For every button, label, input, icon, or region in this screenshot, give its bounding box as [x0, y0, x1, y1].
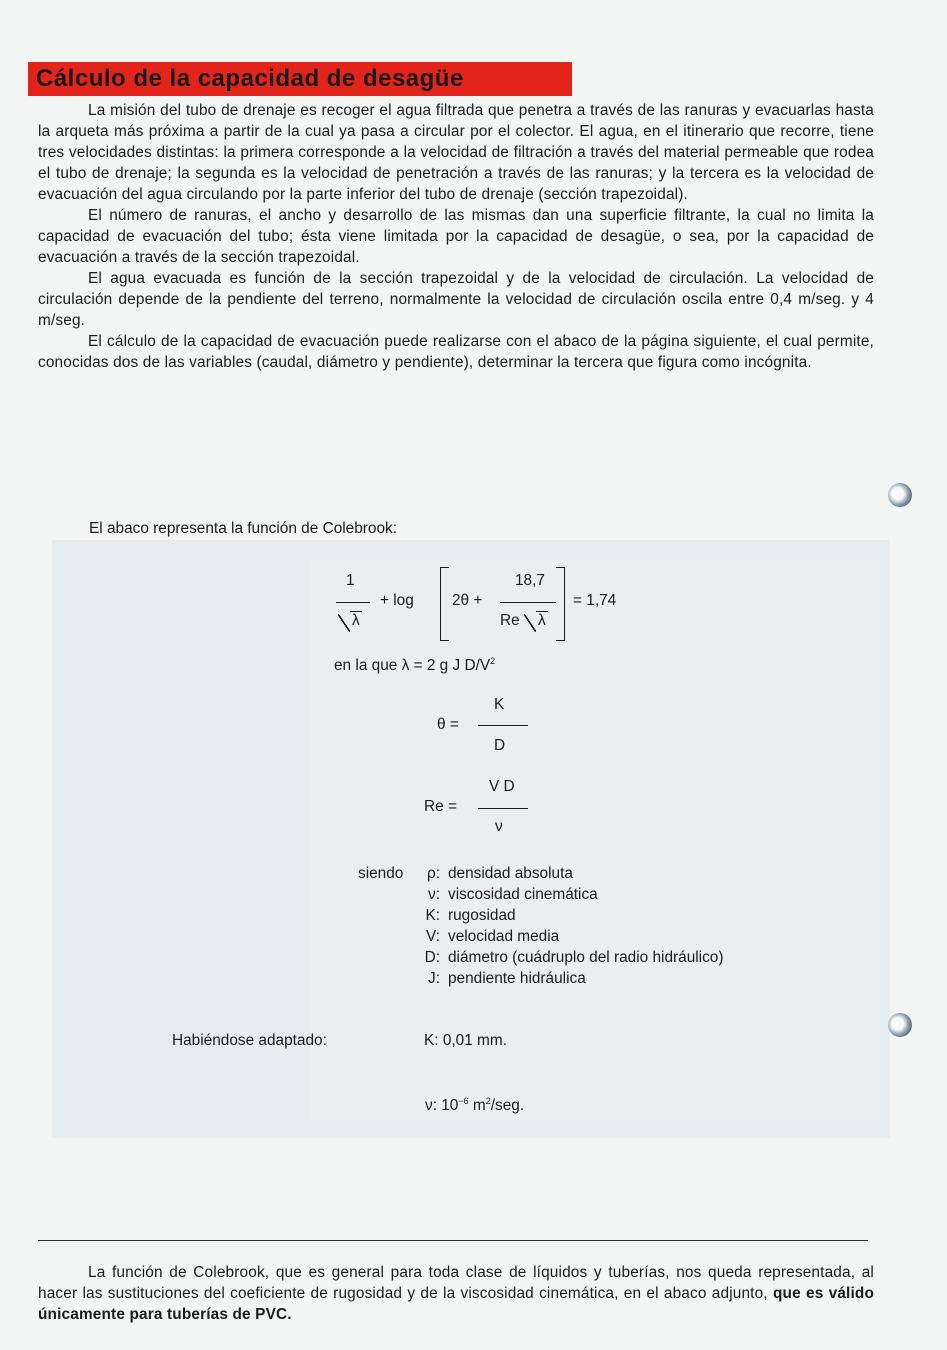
- sqrt-lambda-1: λ: [352, 612, 360, 629]
- footer-bold-note: que es válido únicamente para tuberías de PVC.: [38, 1285, 874, 1323]
- intro-body-text: [38, 100, 874, 373]
- re-fraction-line: [478, 808, 528, 809]
- adapted-k-value: K: 0,01 mm.: [424, 1032, 507, 1049]
- theta-lhs: θ =: [437, 716, 459, 733]
- re-denominator: ν: [495, 818, 503, 835]
- theta-denominator: D: [494, 737, 506, 754]
- formula-plus-log: + log: [380, 592, 414, 609]
- section-title-banner: [28, 62, 572, 96]
- paragraph-3: El agua evacuada es función de la sección trapezoidal y de la velocidad de circulación. La velocidad de circulación depende de la pendiente del terreno, normalmente la velocidad de circulación oscila entre 0,4 m/seg. y 4 m/seg.: [38, 270, 874, 329]
- formula-re: Re: [500, 612, 520, 629]
- sqrt-lambda-2: λ: [537, 612, 546, 629]
- section-title: Cálculo de la capacidad de desagüe: [36, 65, 464, 92]
- formula-numerator-1: 1: [346, 572, 355, 589]
- formula-denominator-1: [338, 612, 362, 630]
- paragraph-2: El número de ranuras, el ancho y desarrollo de las mismas dan una superficie filtrante, la cual no limita la capacidad de evacuación del tubo; ésta viene limitada por la capacidad de desagüe, o sea, por la capacidad de evacuación a través de la sección trapezoidal.: [38, 207, 874, 266]
- re-lhs: Re =: [424, 798, 457, 815]
- formula-fraction-line-2: [500, 602, 556, 603]
- formula-two-theta: 2θ +: [452, 592, 483, 609]
- paragraph-1: La misión del tubo de drenaje es recoger el agua filtrada que penetra a través de las ranuras y evacuarlas hasta la arqueta más próxima a partir de la cual ya pasa a circular por el colector. El agua, en el itinerario que recorre, tiene tres velocidades distintas: la primera corresponde a la velocidad de filtración a través del material permeable que rodea el tubo de drenaje; la segunda es la velocidad de penetración a través de las ranuras; y la tercera es la velocidad de evacuación del agua circulando por la parte inferior del tubo de drenaje (sección trapezoidal).: [38, 102, 874, 203]
- formula-background-inner: [310, 560, 880, 1120]
- siendo-label: siendo: [358, 865, 404, 882]
- right-bracket: [556, 567, 565, 641]
- footer-paragraph: La función de Colebrook, que es general para toda clase de líquidos y tuberías, nos queda representada, al hacer las sustituciones del coeficiente de rugosidad y de la viscosidad cinemática, en el abaco adjunto,: [38, 1264, 874, 1302]
- formula-denominator-2: [500, 612, 548, 630]
- formula-equals: = 1,74: [573, 592, 617, 609]
- formula-fraction-line-1: [336, 602, 370, 603]
- left-bracket: [440, 567, 449, 641]
- re-numerator: V D: [489, 778, 515, 795]
- punch-hole-icon: [888, 1013, 912, 1037]
- paragraph-4: El cálculo de la capacidad de evacuación puede realizarse con el abaco de la página siguiente, el cual permite, conocidas dos de las variables (caudal, diámetro y pendiente), determinar la tercera que figura como incógnita.: [38, 333, 874, 371]
- punch-hole-icon: [888, 483, 912, 507]
- adapted-nu-value: ν: $10^{-6}$ $m^2$/seg.: [425, 1096, 525, 1114]
- horizontal-divider: [38, 1240, 868, 1241]
- adapted-label: Habiéndose adaptado:: [172, 1032, 327, 1049]
- footer-text: [38, 1262, 874, 1325]
- document-page: Cálculo de la capacidad de desagüe La misión del tubo de drenaje es recoger el agua filtrada que penetra a través de las ranuras y evacuarlas hasta la arqueta más próxima a partir de la cual ya pasa a circular por el colector. El agua, en el itinerario que recorre, tiene tres velocidades distintas: la primera corresponde a la velocidad de filtración a través del material permeable que rodea el tubo de drenaje; la segunda es la velocidad de penetración a través de las ranuras; y la tercera es la velocidad de evacuación del agua circulando por la parte inferior del tubo de drenaje (sección trapezoidal). El número de ranuras, el ancho y desarrollo de las mismas dan una superficie filtrante, la cual no limita la capacidad de evacuación del tubo; ésta viene limitada por la capacidad de desagüe, o sea, por la capacidad de evacuación a través de la sección trapezoidal. El agua evacuada es función de la sección trapezoidal y de la velocidad de circulación. La velocidad de circulación depende de la pendiente del terreno, normalmente la velocidad de circulación oscila entre 0,4 m/seg. y 4 m/seg. El cálculo de la capacidad de evacuación puede realizarse con el abaco de la página siguiente, el cual permite, conocidas dos de las variables (caudal, diámetro y pendiente), determinar la tercera que figura como incógnita. El abaco representa la función de Colebrook: 1 λ + log 2θ + 18,7 Re λ = 1,74 en la que λ = 2 g J $D/V^2$ θ = K D Re = V D ν siendo ρ: densidad absoluta ν: viscosidad cinemática K: rugosidad V: velocidad media D: diámetro (cuádruplo del radio hidráulico) J: pendiente hidráulica Habiéndose adaptado: K: 0,01 mm. ν: $10^{-6}$ $m^2$/seg. La función de Colebrook, que es general para toda clase de líquidos y tuberías, nos queda representada, al hacer las sustituciones del coeficiente de rugosidad y de la viscosidad cinemática, en el abaco adjunto, que es válido únicamente para tuberías de PVC.: [0, 0, 947, 1350]
- abaco-intro: El abaco representa la función de Colebrook:: [89, 520, 398, 537]
- theta-fraction-line: [478, 725, 528, 726]
- lambda-definition: en la que λ = 2 g J $D/V^2$: [334, 656, 496, 674]
- formula-numerator-2: 18,7: [515, 572, 545, 589]
- theta-numerator: K: [494, 696, 505, 713]
